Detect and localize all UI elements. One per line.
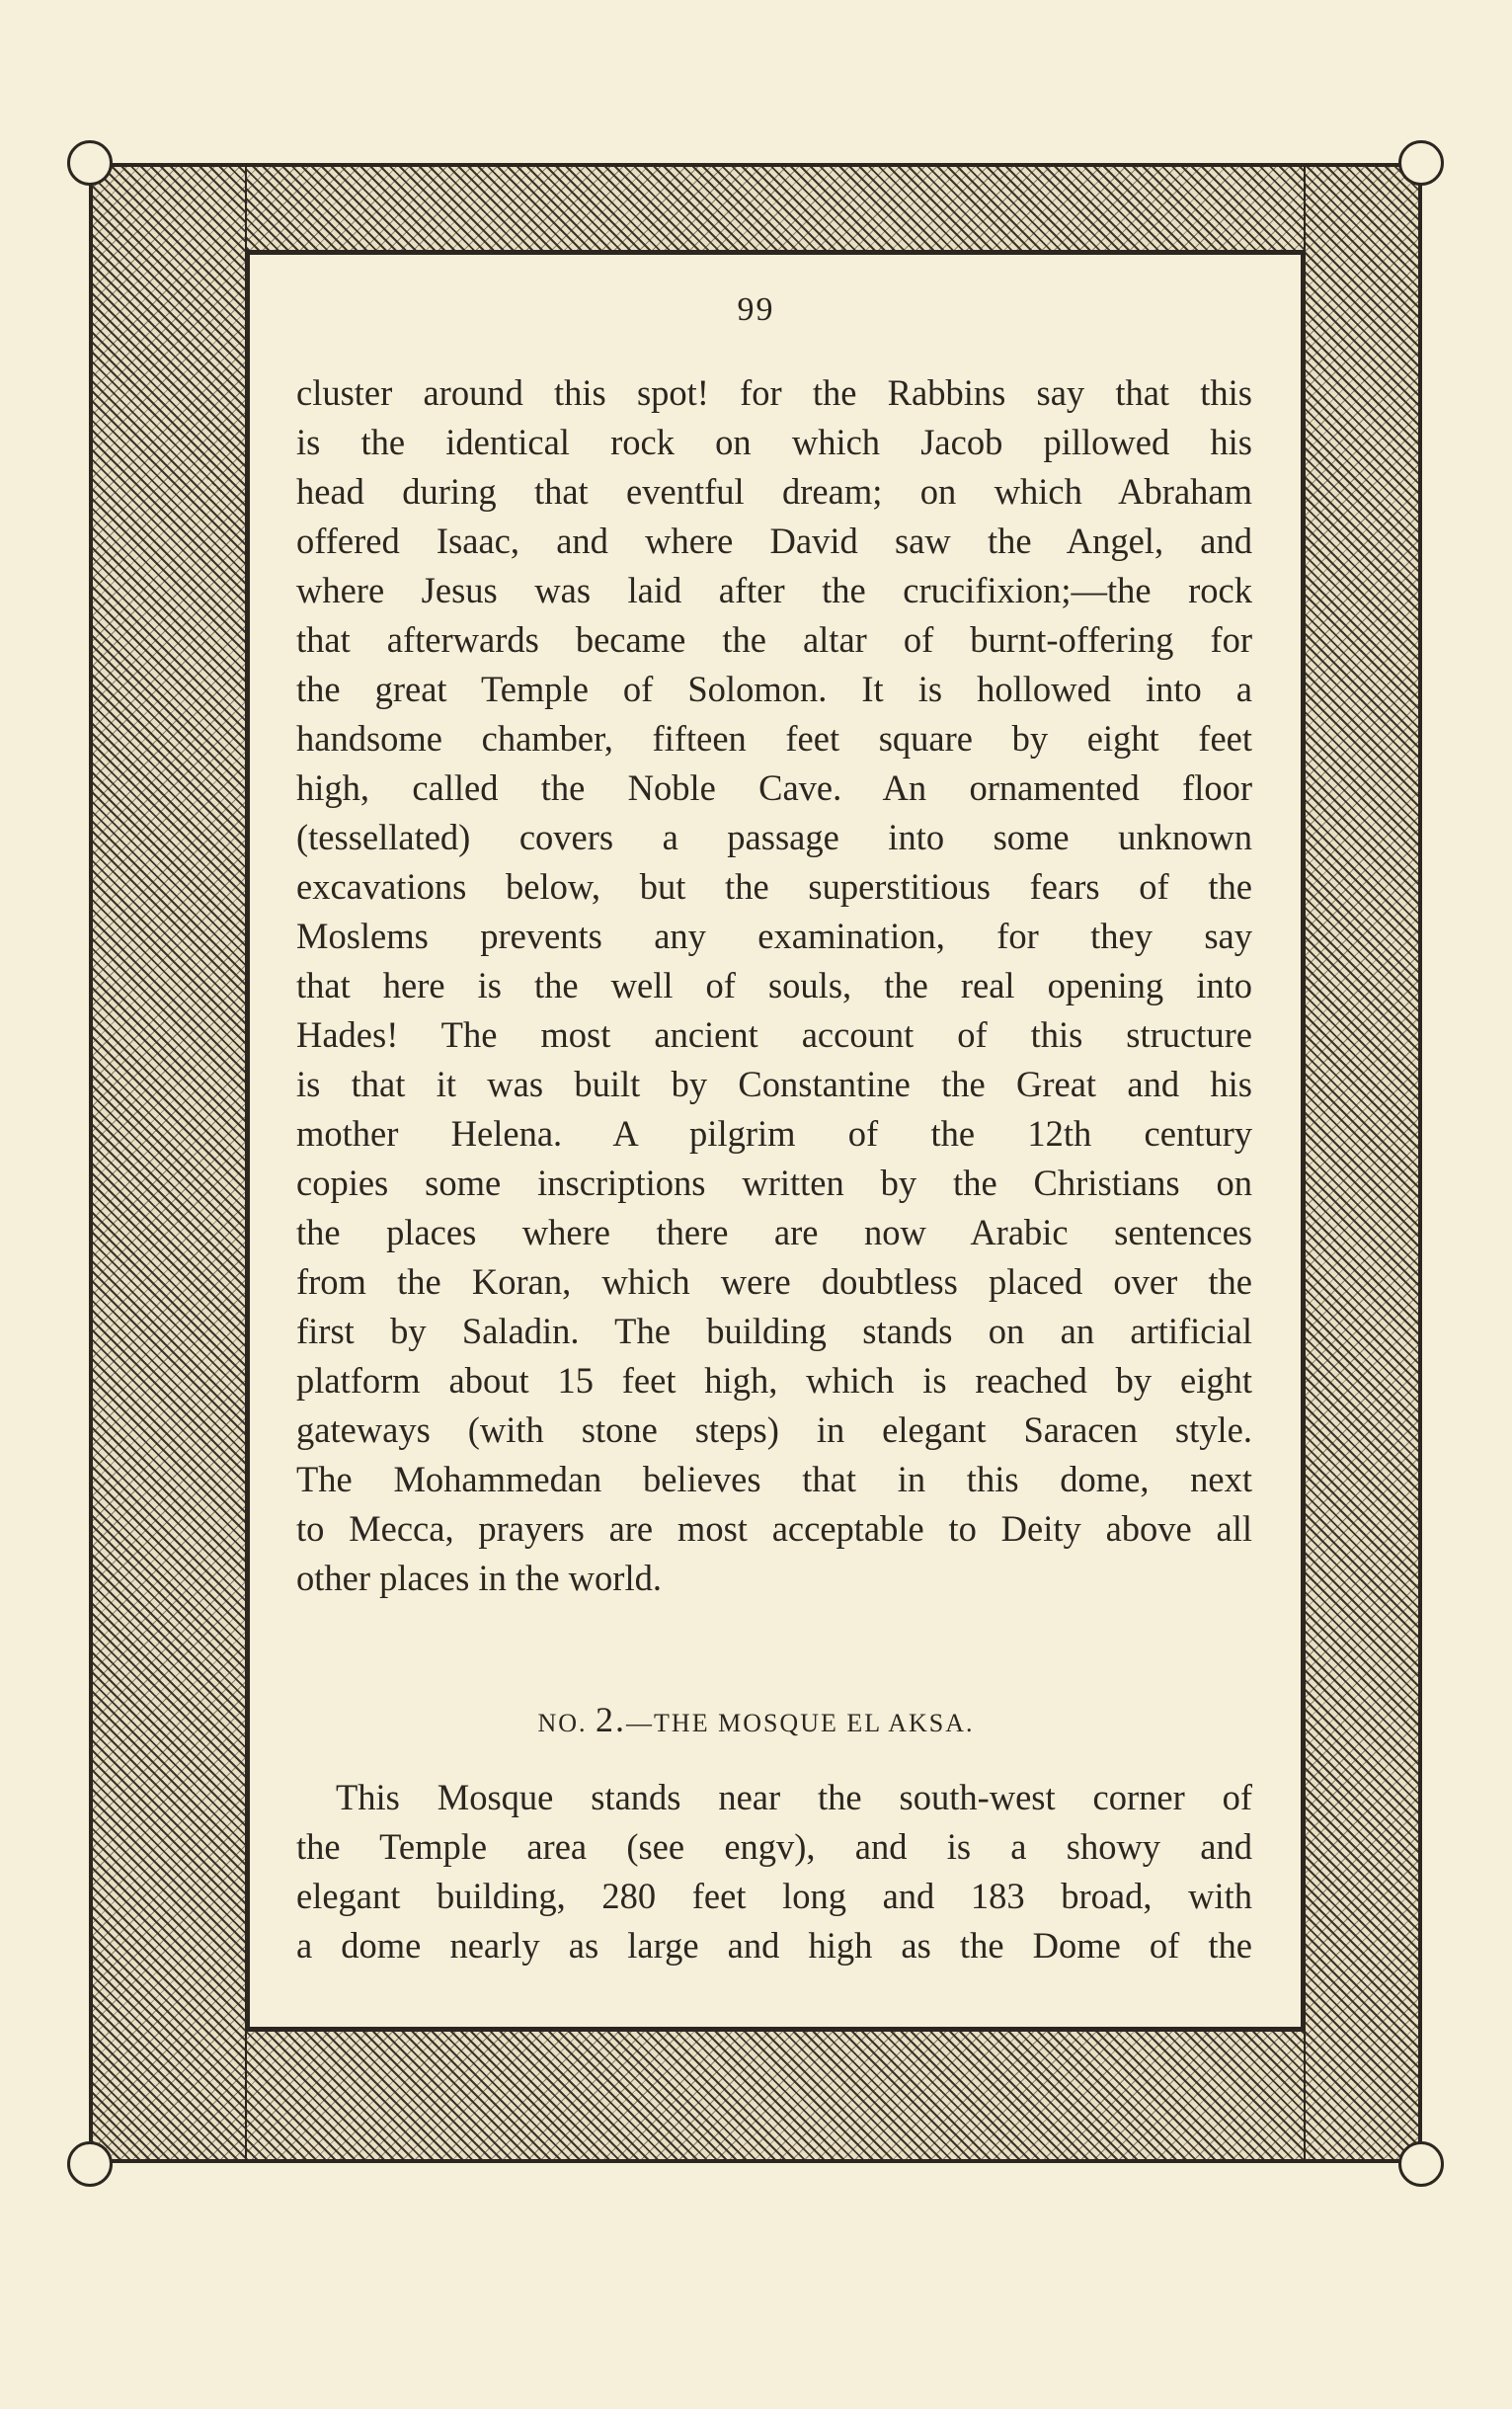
body-line: high, called the Noble Cave. An ornamented floor — [296, 767, 1252, 808]
body-line: the places where there are now Arabic sentences — [296, 1212, 1252, 1252]
section-line: the Temple area (see engv), and is a showy and — [296, 1826, 1252, 1867]
body-line: is the identical rock on which Jacob pillowed his — [296, 422, 1252, 462]
body-line: mother Helena. A pilgrim of the 12th century — [296, 1113, 1252, 1154]
body-line: The Mohammedan believes that in this dome, next — [296, 1459, 1252, 1499]
body-line: cluster around this spot! for the Rabbins say that this — [296, 372, 1252, 413]
section-line: a dome nearly as large and high as the Dome of the — [296, 1925, 1252, 1966]
page-number: 99 — [737, 291, 775, 328]
body-line: where Jesus was laid after the crucifixion;—the rock — [296, 570, 1252, 610]
body-line: gateways (with stone steps) in elegant Saracen style. — [296, 1409, 1252, 1450]
corner-ornament-bottom-right — [1398, 2141, 1444, 2187]
body-line: excavations below, but the superstitious fears of the — [296, 866, 1252, 907]
section-heading-title: —THE MOSQUE EL AKSA. — [626, 1709, 975, 1737]
body-line: from the Koran, which were doubtless placed over the — [296, 1261, 1252, 1302]
body-line: Hades! The most ancient account of this structure — [296, 1014, 1252, 1055]
body-line: platform about 15 feet high, which is reached by eight — [296, 1360, 1252, 1401]
section-heading — [0, 1699, 1512, 1740]
body-line: offered Isaac, and where David saw the Angel, and — [296, 521, 1252, 561]
corner-ornament-top-right — [1398, 140, 1444, 186]
section-heading-prefix: NO. — [537, 1709, 588, 1737]
body-line: copies some inscriptions written by the Christians on — [296, 1163, 1252, 1203]
body-line: that afterwards became the altar of burnt-offering for — [296, 619, 1252, 660]
body-line: that here is the well of souls, the real opening into — [296, 965, 1252, 1005]
corner-ornament-bottom-left — [67, 2141, 113, 2187]
body-line: first by Saladin. The building stands on an artificial — [296, 1311, 1252, 1351]
body-line: other places in the world. — [296, 1558, 662, 1598]
body-line: (tessellated) covers a passage into some unknown — [296, 817, 1252, 857]
body-line: Moslems prevents any examination, for they say — [296, 916, 1252, 956]
corner-ornament-top-left — [67, 140, 113, 186]
body-line: head during that eventful dream; on which Abraham — [296, 471, 1252, 512]
body-line: to Mecca, prayers are most acceptable to Deity above all — [296, 1508, 1252, 1549]
body-line: handsome chamber, fifteen feet square by eight feet — [296, 718, 1252, 759]
body-line: the great Temple of Solomon. It is hollowed into a — [296, 669, 1252, 709]
section-line: This Mosque stands near the south-west corner of — [336, 1777, 1252, 1817]
body-line: is that it was built by Constantine the Great and his — [296, 1064, 1252, 1104]
section-line: elegant building, 280 feet long and 183 broad, with — [296, 1876, 1252, 1916]
section-heading-number: 2. — [596, 1700, 627, 1739]
